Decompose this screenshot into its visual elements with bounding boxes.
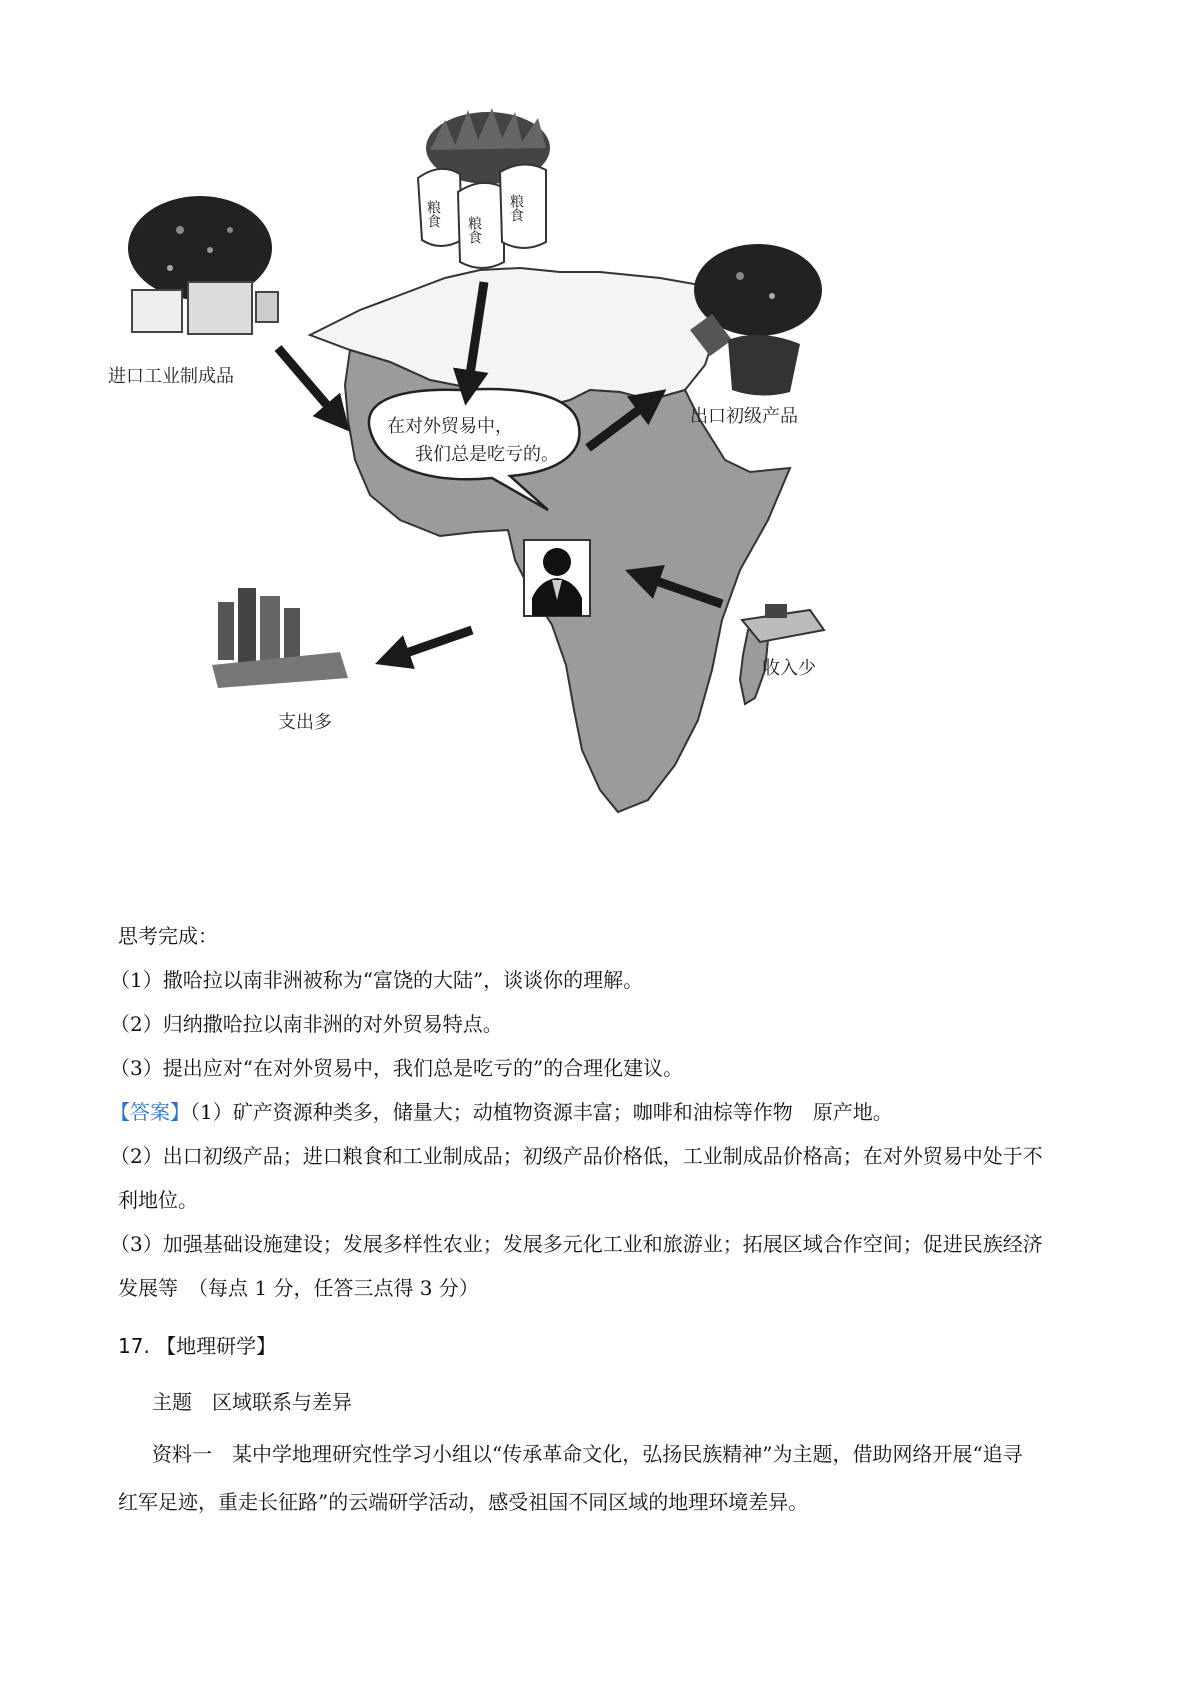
city-buildings-icon xyxy=(212,588,348,733)
africa-trade-figure xyxy=(100,100,1100,880)
think-prompt: 思考完成： xyxy=(118,924,218,948)
grain-label-3: 粮食 xyxy=(508,194,524,222)
answer-2-line-2: 利地位。 xyxy=(118,1188,198,1212)
question-3: （3）提出应对“在对外贸易中，我们总是吃亏的”的合理化建议。 xyxy=(110,1056,684,1080)
bubble-line-2: 我们总是吃亏的。 xyxy=(415,444,559,465)
answer-3-line-2: 发展等 （每点 1 分，任答三点得 3 分） xyxy=(118,1276,479,1300)
import-goods-label: 进口工业制成品 xyxy=(108,366,234,387)
grain-label-2: 粮食 xyxy=(466,216,482,244)
theme-line: 主题 区域联系与差异 xyxy=(152,1390,352,1414)
grain-label-1: 粮食 xyxy=(425,200,441,228)
industrial-goods-icon xyxy=(108,196,278,387)
expense-label: 支出多 xyxy=(278,712,332,733)
expense-arrow xyxy=(392,630,472,658)
material-1-line-1: 资料一 某中学地理研究性学习小组以“传承革命文化，弘扬民族精神”为主题，借助网络开展“追寻 xyxy=(152,1442,1023,1466)
question-17-title: 【地理研学】 xyxy=(156,1334,277,1358)
question-17-heading xyxy=(118,1332,276,1360)
import-arrow xyxy=(278,348,338,418)
material-1-line-2: 红军足迹，重走长征路”的云端研学活动，感受祖国不同区域的地理环境差异。 xyxy=(118,1490,809,1514)
question-17-number: 17. xyxy=(118,1334,150,1358)
export-goods-label: 出口初级产品 xyxy=(690,406,798,427)
question-1: （1）撒哈拉以南非洲被称为“富饶的大陆”，谈谈你的理解。 xyxy=(110,968,644,992)
income-label: 收入少 xyxy=(762,658,816,679)
question-2: （2）归纳撒哈拉以南非洲的对外贸易特点。 xyxy=(110,1012,503,1036)
answer-1: （1）矿产资源种类多，储量大；动植物资源丰富；咖啡和油棕等作物 原产地。 xyxy=(190,1100,893,1124)
african-person-icon xyxy=(524,540,590,616)
primary-products-icon xyxy=(690,244,822,427)
answer-1-line xyxy=(110,1098,893,1126)
answer-2-line-1: （2）出口初级产品；进口粮食和工业制成品；初级产品价格低，工业制成品价格高；在对外贸易中处于不 xyxy=(110,1144,1043,1168)
bubble-line-1: 在对外贸易中， xyxy=(387,416,513,437)
answer-3-line-1: （3）加强基础设施建设；发展多样性农业；发展多元化工业和旅游业；拓展区域合作空间；促进民族经济 xyxy=(110,1232,1043,1256)
grain-bags-icon xyxy=(418,108,550,268)
answer-tag: 【答案】 xyxy=(110,1100,190,1124)
